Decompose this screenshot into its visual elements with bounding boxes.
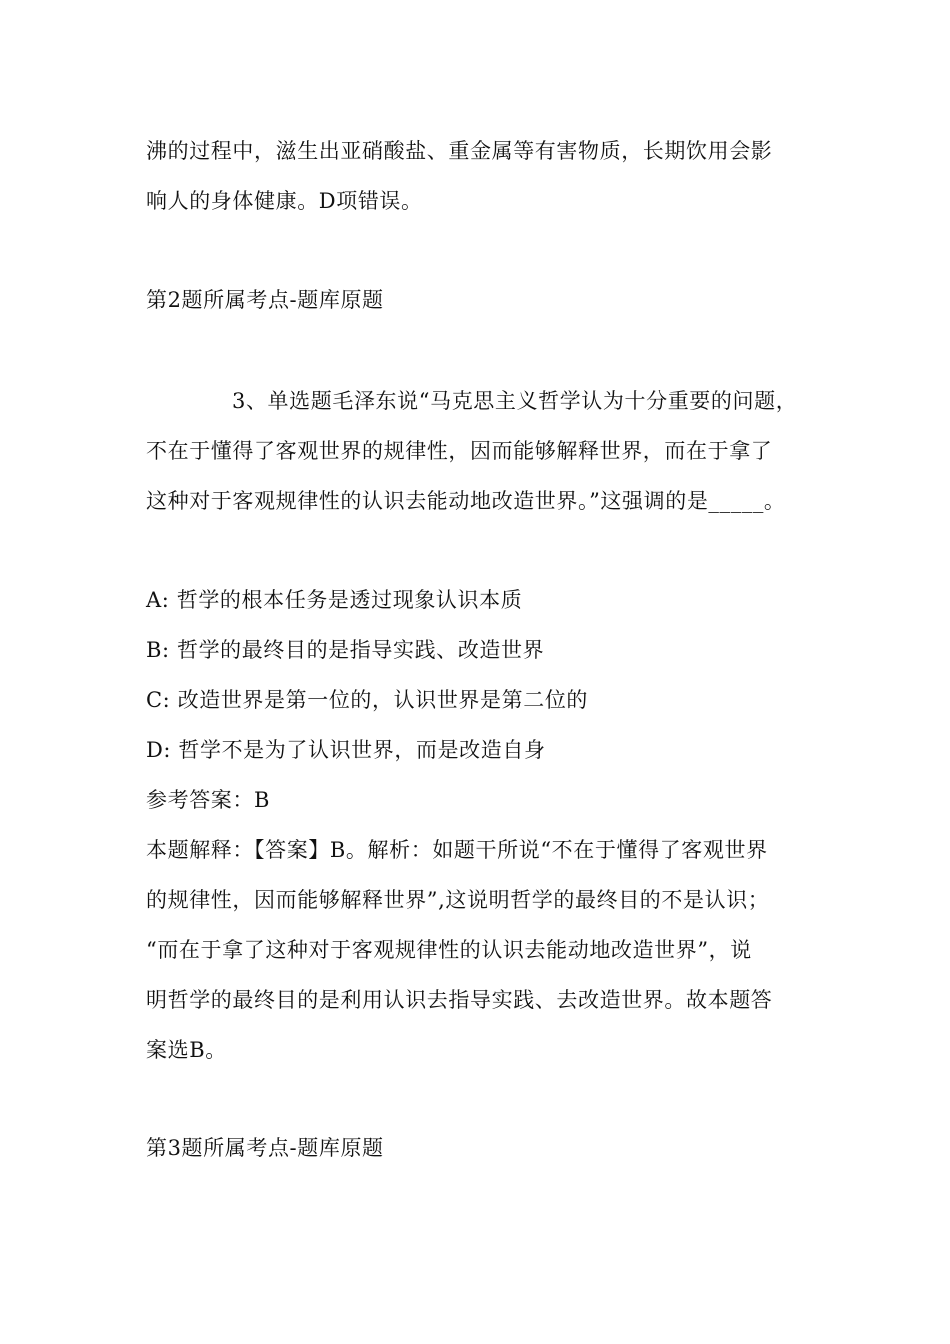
option-b: B: 哲学的最终目的是指导实践、改造世界 <box>146 638 545 662</box>
option-c: C: 改造世界是第一位的，认识世界是第二位的 <box>146 688 589 712</box>
question3-stem-line-1: 3、单选题毛泽东说“马克思主义哲学认为十分重要的问题， <box>232 389 798 413</box>
reference-answer: 参考答案：B <box>146 788 271 812</box>
explanation-line-4: 明哲学的最终目的是利用认识去指导实践、去改造世界。故本题答 <box>146 988 773 1012</box>
explanation-line-3: “而在于拿了这种对于客观规律性的认识去能动地改造世界”，说 <box>146 938 752 962</box>
question3-stem-line-3: 这种对于客观规律性的认识去能动地改造世界。”这强调的是_____。 <box>146 489 786 513</box>
q3-source-label: 第3题所属考点-题库原题 <box>146 1136 384 1160</box>
explanation-line-2: 的规律性，因而能够解释世界”,这说明哲学的最终目的不是认识； <box>146 888 770 912</box>
explanation-line-1: 本题解释：【答案】B。解析：如题干所说“不在于懂得了客观世界 <box>146 838 768 862</box>
question3-stem-line-2: 不在于懂得了客观世界的规律性，因而能够解释世界，而在于拿了 <box>146 439 773 463</box>
option-a: A: 哲学的根本任务是透过现象认识本质 <box>146 588 523 612</box>
explanation-prev-line-1: 沸的过程中，滋生出亚硝酸盐、重金属等有害物质，长期饮用会影 <box>146 139 773 163</box>
explanation-prev-line-2: 响人的身体健康。D项错误。 <box>146 189 423 213</box>
explanation-line-5: 案选B。 <box>146 1038 227 1062</box>
q2-source-label: 第2题所属考点-题库原题 <box>146 288 384 312</box>
option-d: D: 哲学不是为了认识世界，而是改造自身 <box>146 738 546 762</box>
